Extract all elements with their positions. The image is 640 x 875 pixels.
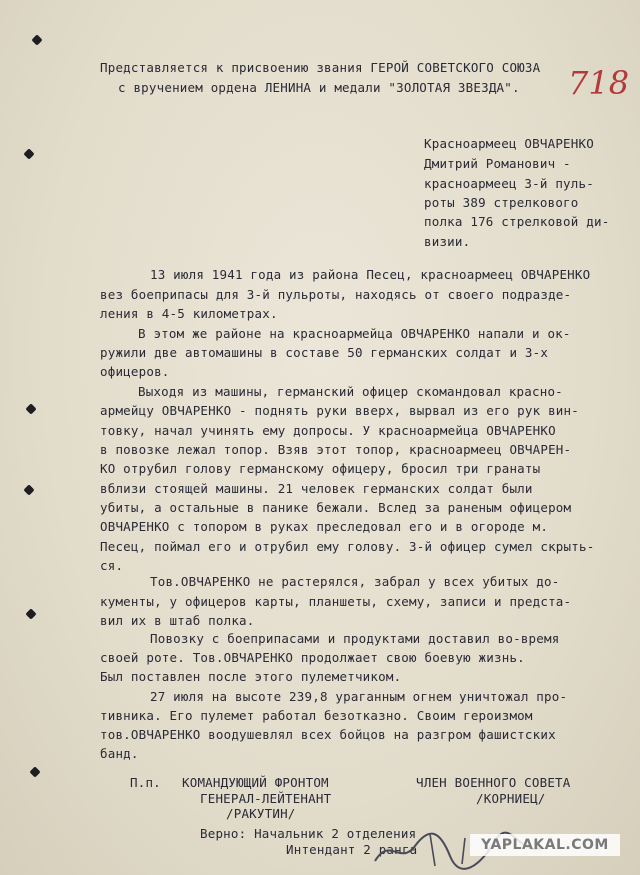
nominee-line: красноармеец 3-й пуль-	[424, 176, 594, 191]
signature-right-title: ЧЛЕН ВОЕННОГО СОВЕТА	[416, 775, 571, 790]
body-line: Песец, поймал его и отрубил ему голову. 3-й офицер сумел скрыть-	[100, 539, 595, 554]
body-line: вил их в штаб полка.	[100, 613, 255, 628]
verification-line-1: Верно: Начальник 2 отделения	[200, 826, 417, 841]
signature-left-rank: ГЕНЕРАЛ-ЛЕЙТЕНАНТ	[200, 791, 332, 806]
body-line: Тов.ОВЧАРЕНКО не растерялся, забрал у всех убитых до-	[150, 574, 560, 589]
body-line: КО отрубил голову германскому офицеру, бросил три гранаты	[100, 461, 541, 476]
binder-hole-mark	[23, 148, 34, 159]
body-line: в повозке лежал топор. Взяв этот топор, красноармеец ОВЧАРЕН-	[100, 442, 572, 457]
body-line: кументы, у офицеров карты, планшеты, схему, записи и предста-	[100, 594, 572, 609]
nominee-line: Красноармеец ОВЧАРЕНКО	[424, 136, 594, 151]
body-line: вблизи стоящей машины. 21 человек германских солдат были	[100, 481, 533, 496]
binder-hole-mark	[31, 34, 42, 45]
body-line: товку, начал учинять ему допросы. У красноармейца ОВЧАРЕНКО	[100, 423, 556, 438]
body-line: ся.	[100, 558, 124, 573]
body-line: офицеров.	[100, 364, 170, 379]
handwritten-number: 718	[568, 64, 630, 102]
binder-hole-mark	[25, 403, 36, 414]
body-line: В этом же районе на красноармейца ОВЧАРЕНКО напали и ок-	[138, 326, 571, 341]
header-line-1: Представляется к присвоению звания ГЕРОЙ СОВЕТСКОГО СОЮЗА	[100, 60, 541, 75]
nominee-line: роты 389 стрелкового	[424, 195, 579, 210]
verification-line-2: Интендант 2 ранга	[286, 842, 418, 857]
body-line: Выходя из машины, германский офицер скомандовал красно-	[138, 384, 563, 399]
body-line: тивника. Его пулемет работал безотказно. Своим героизмом	[100, 708, 533, 723]
body-line: банд.	[100, 746, 139, 761]
binder-hole-mark	[25, 608, 36, 619]
nominee-line: визии.	[424, 234, 471, 249]
body-line: Повозку с боеприпасами и продуктами доставил во-время	[150, 631, 560, 646]
body-line: ОВЧАРЕНКО с топором в руках преследовал его и в огороде м.	[100, 519, 549, 534]
nominee-line: Дмитрий Романович -	[424, 156, 571, 171]
body-line: ружили две автомашины в составе 50 германских солдат и 3-х	[100, 345, 549, 360]
body-line: 27 июля на высоте 239,8 ураганным огнем уничтожал про-	[150, 689, 568, 704]
header-line-2: с вручением ордена ЛЕНИНА и медали "ЗОЛОТАЯ ЗВЕЗДА".	[118, 80, 520, 95]
body-line: убиты, а остальные в панике бежали. Вслед за раненым офицером	[100, 500, 572, 515]
signature-left-title: КОМАНДУЮЩИЙ ФРОНТОМ	[182, 775, 329, 790]
body-line: своей роте. Тов.ОВЧАРЕНКО продолжает свою боевую жизнь.	[100, 650, 525, 665]
body-line: вез боеприпасы для 3-й пульроты, находясь от своего подразде-	[100, 287, 572, 302]
signature-right-name: /КОРНИЕЦ/	[476, 791, 546, 806]
body-line: ления в 4-5 километрах.	[100, 306, 278, 321]
signature-left-name: /РАКУТИН/	[226, 806, 296, 821]
body-line: тов.ОВЧАРЕНКО воодушевлял всех бойцов на разгром фашистских	[100, 727, 556, 742]
binder-hole-mark	[23, 484, 34, 495]
body-line: Был поставлен после этого пулеметчиком.	[100, 669, 402, 684]
watermark-logo: YAPLAKAL.COM	[470, 834, 620, 856]
nominee-line: полка 176 стрелковой ди-	[424, 214, 610, 229]
body-line: 13 июля 1941 года из района Песец, красноармеец ОВЧАРЕНКО	[150, 267, 591, 282]
binder-hole-mark	[29, 766, 40, 777]
signature-prefix: П.п.	[130, 775, 161, 790]
body-line: армейцу ОВЧАРЕНКО - поднять руки вверх, вырвал из его рук вин-	[100, 403, 579, 418]
